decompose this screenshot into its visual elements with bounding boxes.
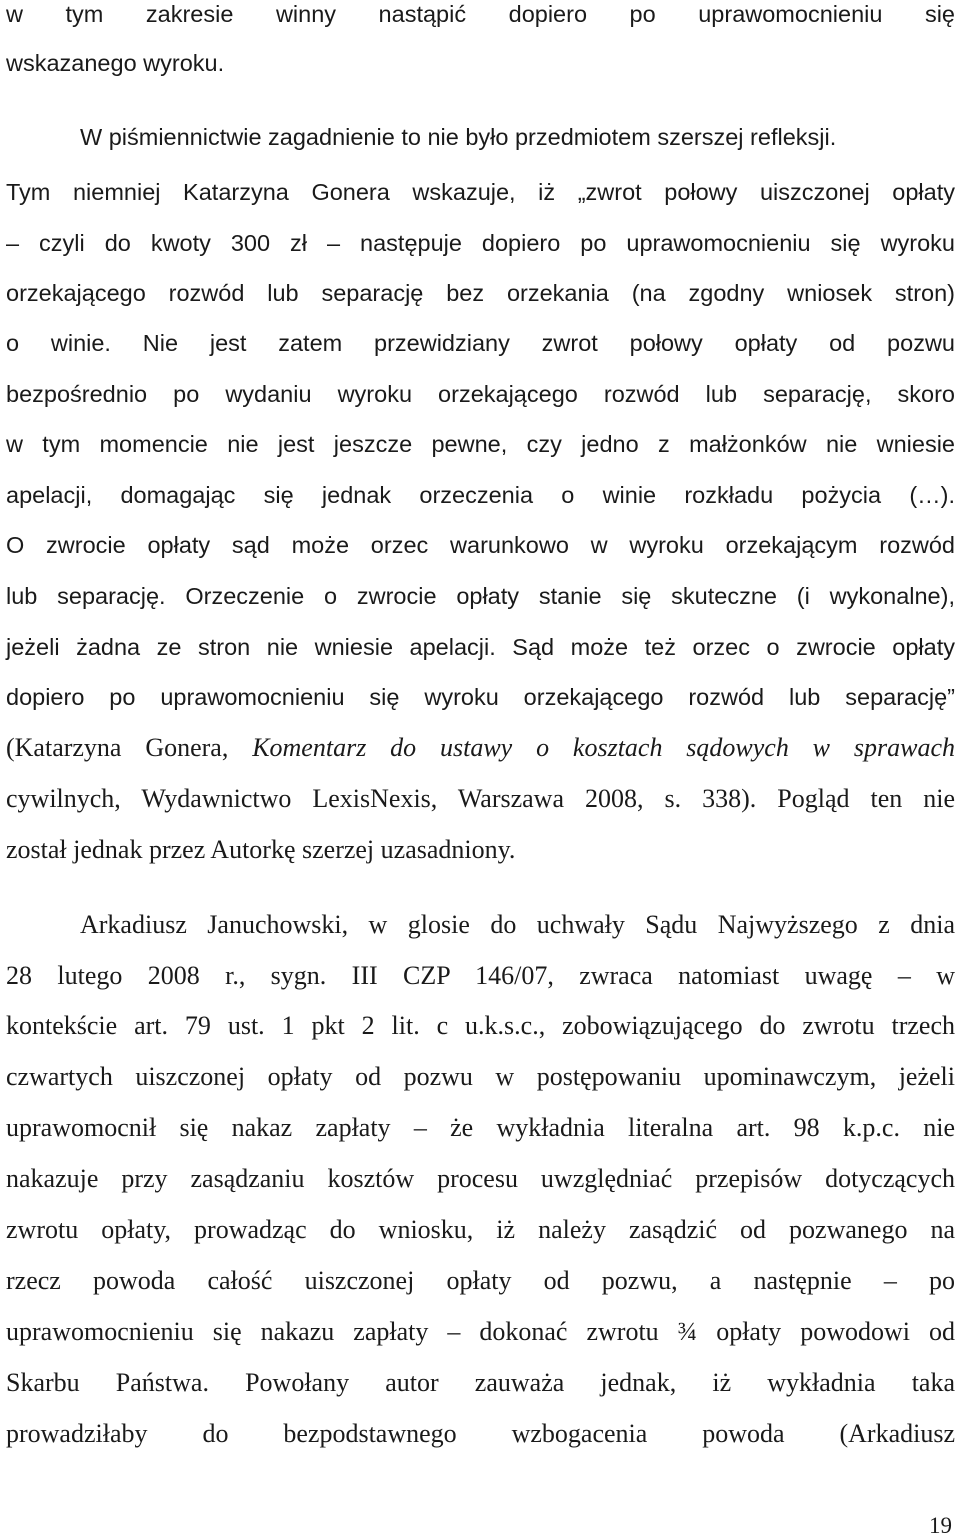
text-line: kontekście art. 79 ust. 1 pkt 2 lit. c u.k.s.c., zobowiązującego do zwrotu trzech <box>6 1011 955 1040</box>
text-line: lub separację. Orzeczenie o zwrocie opłaty stanie się skuteczne (i wykonalne), <box>6 583 955 609</box>
text-line: jeżeli żadna ze stron nie wniesie apelacji. Sąd może też orzec o zwrocie opłaty <box>6 634 955 660</box>
text-line: Skarbu Państwa. Powołany autor zauważa jednak, iż wykładnia taka <box>6 1368 955 1397</box>
text-line: dopiero po uprawomocnieniu się wyroku orzekającego rozwód lub separację” <box>6 684 955 710</box>
text-line: orzekającego rozwód lub separację bez orzekania (na zgodny wniosek stron) <box>6 280 955 306</box>
paragraph-first-line: W piśmiennictwie zagadnienie to nie było przedmiotem szerszej refleksji. <box>80 124 837 150</box>
text-line: 28 lutego 2008 r., sygn. III CZP 146/07, zwraca natomiast uwagę – w <box>6 961 955 990</box>
text-line: został jednak przez Autorkę szerzej uzasadniony. <box>6 835 516 864</box>
text-line: w tym momencie nie jest jeszcze pewne, czy jedno z małżonków nie wniesie <box>6 431 955 457</box>
text-line: zwrotu opłaty, prowadząc do wniosku, iż należy zasądzić od pozwanego na <box>6 1215 955 1244</box>
citation-author: (Katarzyna Gonera, <box>6 733 253 762</box>
text-line: o winie. Nie jest zatem przewidziany zwrot połowy opłaty od pozwu <box>6 330 955 356</box>
text-line: czwartych uiszczonej opłaty od pozwu w postępowaniu upominawczym, jeżeli <box>6 1062 955 1091</box>
text-line: cywilnych, Wydawnictwo LexisNexis, Warszawa 2008, s. 338). Pogląd ten nie <box>6 784 955 813</box>
text-line: prowadziłaby do bezpodstawnego wzbogacenia powoda (Arkadiusz <box>6 1419 955 1448</box>
text-line: apelacji, domagając się jednak orzeczenia o winie rozkładu pożycia (…). <box>6 482 955 508</box>
text-line: – czyli do kwoty 300 zł – następuje dopiero po uprawomocnieniu się wyroku <box>6 230 955 256</box>
text-line: Tym niemniej Katarzyna Gonera wskazuje, iż „zwrot połowy uiszczonej opłaty <box>6 179 955 205</box>
citation-line <box>6 728 955 768</box>
text-line: rzecz powoda całość uiszczonej opłaty od pozwu, a następnie – po <box>6 1266 955 1295</box>
text-line: uprawomocnił się nakaz zapłaty – że wykładnia literalna art. 98 k.p.c. nie <box>6 1113 955 1142</box>
paragraph-first-line: Arkadiusz Januchowski, w glosie do uchwały Sądu Najwyższego z dnia <box>80 910 955 939</box>
text-line: nakazuje przy zasądzaniu kosztów procesu uwzględniać przepisów dotyczących <box>6 1164 955 1193</box>
text-line: uprawomocnieniu się nakazu zapłaty – dokonać zwrotu ¾ opłaty powodowi od <box>6 1317 955 1346</box>
text-line: wskazanego wyroku. <box>6 50 225 76</box>
page-number: 19 <box>929 1513 952 1538</box>
text-line: O zwrocie opłaty sąd może orzec warunkowo w wyroku orzekającym rozwód <box>6 532 955 558</box>
citation-title: Komentarz do ustawy o kosztach sądowych w sprawach <box>252 733 955 762</box>
text-line: bezpośrednio po wydaniu wyroku orzekającego rozwód lub separację, skoro <box>6 381 955 407</box>
text-line: w tym zakresie winny nastąpić dopiero po uprawomocnieniu się <box>6 1 955 27</box>
